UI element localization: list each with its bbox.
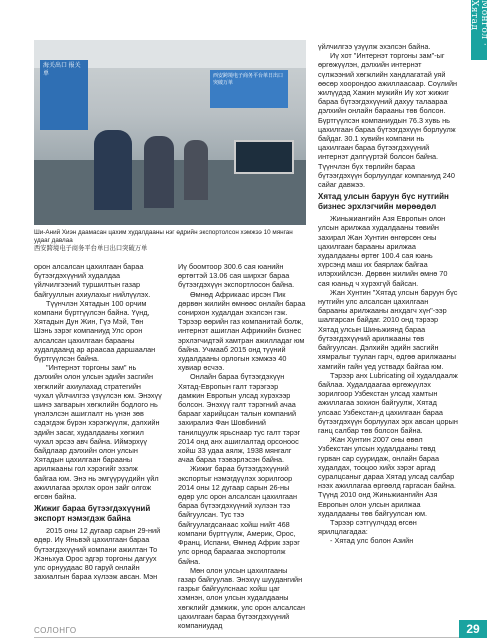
- paragraph: 2015 оны 12 дугаар сарын 29-ний өдөр. Иү Яньвэй цахилгаан бараа бүтээгдэхүүний компани ажилтан То Жэньхуа Орос эдгэр торгоны дагуух улс орнуудаас 80 гаруй онлайн захиалгын бараа хүлээж авсан. Мэн: [34, 526, 161, 582]
- paragraph: Тэрээр анх Lubricating oil худалдаалж байлаа. Худалдаагаа өргөжүүлэх зорилгоор Узбекстан улсад хамтын ажиллагаа зохион байгуулж, Хятад улсаас Узбекстан-д цахилгаан бараа бүтээгдэхүүн борлуулах эрх авсан цорын ганц салбар төв болсон байна.: [318, 370, 458, 435]
- photo-sign-left: 海关出口 报关单: [40, 60, 88, 130]
- paragraph: Жан Хунтин 2007 оны өвөл Узбекстан улсын худалдааны төвд гурван сар сууридаж, онлайн бараа худалдах, тооцоо хийх зэрэг аргад суралцсаныг дараа Хятад улсад салбар нээх ажиллагаа өргөөлд гаргасан байна. Түүнд 2010 онд Жиньжиангийн Азя Европын олон улсын арилжаа худалдааны төв байгуулсан юм.: [318, 435, 456, 518]
- photo-screen: [234, 140, 294, 174]
- side-tab-label: Монгол · Хятад: [469, 0, 489, 47]
- article-column-2: [178, 262, 306, 630]
- paragraph: Жан Хунтин "Хятад улсын баруун бүс нутгийн улс алсалсан цахилгаан барааны арилжааны анхдагч хүн"-ээр шалгарсан байдаг. 2010 онд тэрээр Хятад улсын Шиньжиянд бараа бүтээгдэхүүний арилжааны төв байгуулсан. Дэлхийн эдийн засгийн хямралыг туулан гарч, өдгөө арилжааны хамгийн гайн үед уствадх байгаа юм.: [318, 287, 458, 371]
- paragraph: Мөн олон улсын цахилгааны газар байгуулав. Энэхүү шуудангийн газрыг байгуулснаас хойш цаг хэмнэн, олон улсын худалдааны хөгжлийг дэмжиж, улс орон алсалсан цахилгаан бараа бүтээгдэхүүний компаниудад: [178, 565, 305, 630]
- caption-chinese: 西安跨境电子商务平台单日出口突破万单: [34, 245, 148, 252]
- photo-caption: [34, 229, 306, 253]
- paragraph: Иү боомтоор 300.6 сая юанийн өртөгтэй 13.06 сая ширхэг бараа бүтээгдэхүүн экспортлосон байна.: [178, 262, 295, 290]
- paragraph: Жиньжиангийн Азя Европын олон улсын арилжаа худалдааны төвийн захирал Жан Хунтин өнгөрсөн оны цахилгаан барааны арилжаа худалдааны өртөг 100.4 сая юань хүрсэнд маш их баярлаж байгаа илэрхийлсэн. Дөрвөн жилийн өмнө 70 сая юаньд ч хүрэхгүй байсан.: [318, 214, 448, 288]
- article-column-3: [318, 42, 458, 546]
- photo-person: [184, 140, 208, 200]
- section-heading: Хятад улсын баруун бүс нутгийн бизнес эрхлэгчийн мөрөөдөл: [318, 192, 449, 212]
- photo-sign-right: 西安跨境电子商务平台单日出口突破万单: [210, 70, 288, 108]
- article-photo: [34, 40, 306, 225]
- section-side-tab: [471, 0, 487, 60]
- top-band: [0, 0, 487, 36]
- paragraph: Өмнөд Африкаас ирсэн Пик дөрвөн жилийн өмнөөс онлайн бараа сонирхон худалдан эхэлсэн гэж. Тэрээр өөрийн газ компанитай болж, интернэт ашиглан Африкийн бизнес эрхлэгчидтэй хамтран ажилладаг юм байна. Учмааб 2015 онд түүний худалдааны орлогын хэмжээ 40 хувиар өсчээ.: [178, 289, 306, 373]
- caption-mongolian: Ши-Аний Хиэн даамасан цахим худалдааны нэг өдрийн экспортолсон хэмжээ 10 мянган удааг давлаа: [34, 229, 293, 244]
- section-heading: Жижиг бараа бүтээгдэхүүний экспорт нэмэгдэж байна: [34, 504, 151, 524]
- paragraph: Онлайн бараа бүтээгдэхүүн Хятад-Европын галт тэрэгээр дамжин Европын улсад хүрэхээр болсон. Энэхүү галт тэрэгний ачаа барааг харийцсан талын компаний захиралиэ Фан Шовбиний танилцуулж ярьснаар тус галт тэрэг 2014 онд анх ашиглалтад орсоноос хойш 33 удаа аялж, 1938 мянгалг ачаа бараа тээвэрлэсэн байна.: [178, 372, 301, 465]
- paragraph: Иү хот "Интернэт торгоны зам"-ыг өргөжүүлэн, дэлхийн интернэт сүлжээний хөгжлийн хандлагатай уяй өөсөр хоорондоо ажиллаасаар. Соүлийн жилүүдэд Хажин мужийн Иү хот жижиг бараа бүтээгдэхүүний дахуу талаараа дэлхийн онлайн барааны төв болсон. Бүртгүүлсэн компаниудын 76.3 хувь нь цахилгаан бараа бүтээгдэхүүн борлуулж байдаг. 30.1 хувийн компани нь цахилгаан бараа бүтээгдэхүүний интернэт дэлгүүртэй болсон байна. Түүнчлэн бүх төрлийн бараа бүтээгдэхүүн борлуулдаг компаниуд 240 сайаг давжээ.: [318, 51, 458, 190]
- footer-rule: [34, 637, 459, 638]
- paragraph: үйлчилгээ үзүүлж эхэлсэн байна.: [318, 42, 431, 51]
- paragraph: Түүнчлэн Хятадын 100 орчим компани бүртгүүлсэн байна. Үүнд, Хятадын Дун Жин, Гүэ Мэй, Төн Шэнь зэрэг компаниуд Улс орон алсалсан цахилгаан барааны худалдаанд ар араасаа даршаалан бүртгүүлсэн байна.: [34, 298, 156, 364]
- article-column-1: [34, 262, 162, 582]
- photo-person: [94, 130, 132, 210]
- paragraph: - Хятад улс болон Азийн: [330, 536, 414, 546]
- paragraph: орон алсалсан цахилгаан бараа бүтээгдэхүүний худалдаа үйлчилгээний туршилтын газар байгууллын ахиулахыг нийлүүлэх.: [34, 262, 151, 299]
- magazine-name: СОЛОНГО: [34, 626, 77, 635]
- photo-person: [144, 136, 174, 208]
- paragraph: Тэрээр сэтгүүлчдэд өгсөн ярилцлагадаа:: [318, 517, 417, 537]
- page-number: 29: [459, 620, 487, 638]
- paragraph: Жижиг бараа бүтээгдэхүүний экспортыг нэмэгдүүлэх зорилгоор 2014 оны 12 дугаар сарын 26-ны өдөр улс орон алсалсан цахилгаан бараа бүтээгдэхүүний хүлээн тээ байгуулсан. Тус тээ байгуулагдсанаас хойш нийт 468 компани бүртгүүлж, Америк, Орос, Франц, Испани, Өмнөд Африк зэрэг улс орнод бараагаа экспортолж байна.: [178, 464, 300, 566]
- paragraph: "Интернэт торгоны зам" нь дэлхийн олон улсын эдийн засгийн хөгжлийг ахиулахад стратегийн чухал үйлчилгээ үзүүлсэн юм. Энэхүү шинэ загварын хөгжлийн бодлого нь үнэлэлсэн ашиглалт нь үнэн зөв сэдэгдэж бүрэн хэрэгжүүлж, дэлхийн эдийн засаг, худалдааны хөгжил чухал эрсээ авч байна. Иймэрхүү байдлаар дэлхийн олон улсын Хятадын цахилгаан барааны арилжааны гол хэрэгийг эзэлж байгаа юм. Энэ нь эмгүүрүүдийн үйл ажиллагаа эрхлэх орон зайг олгож өгсөн байна.: [34, 363, 162, 502]
